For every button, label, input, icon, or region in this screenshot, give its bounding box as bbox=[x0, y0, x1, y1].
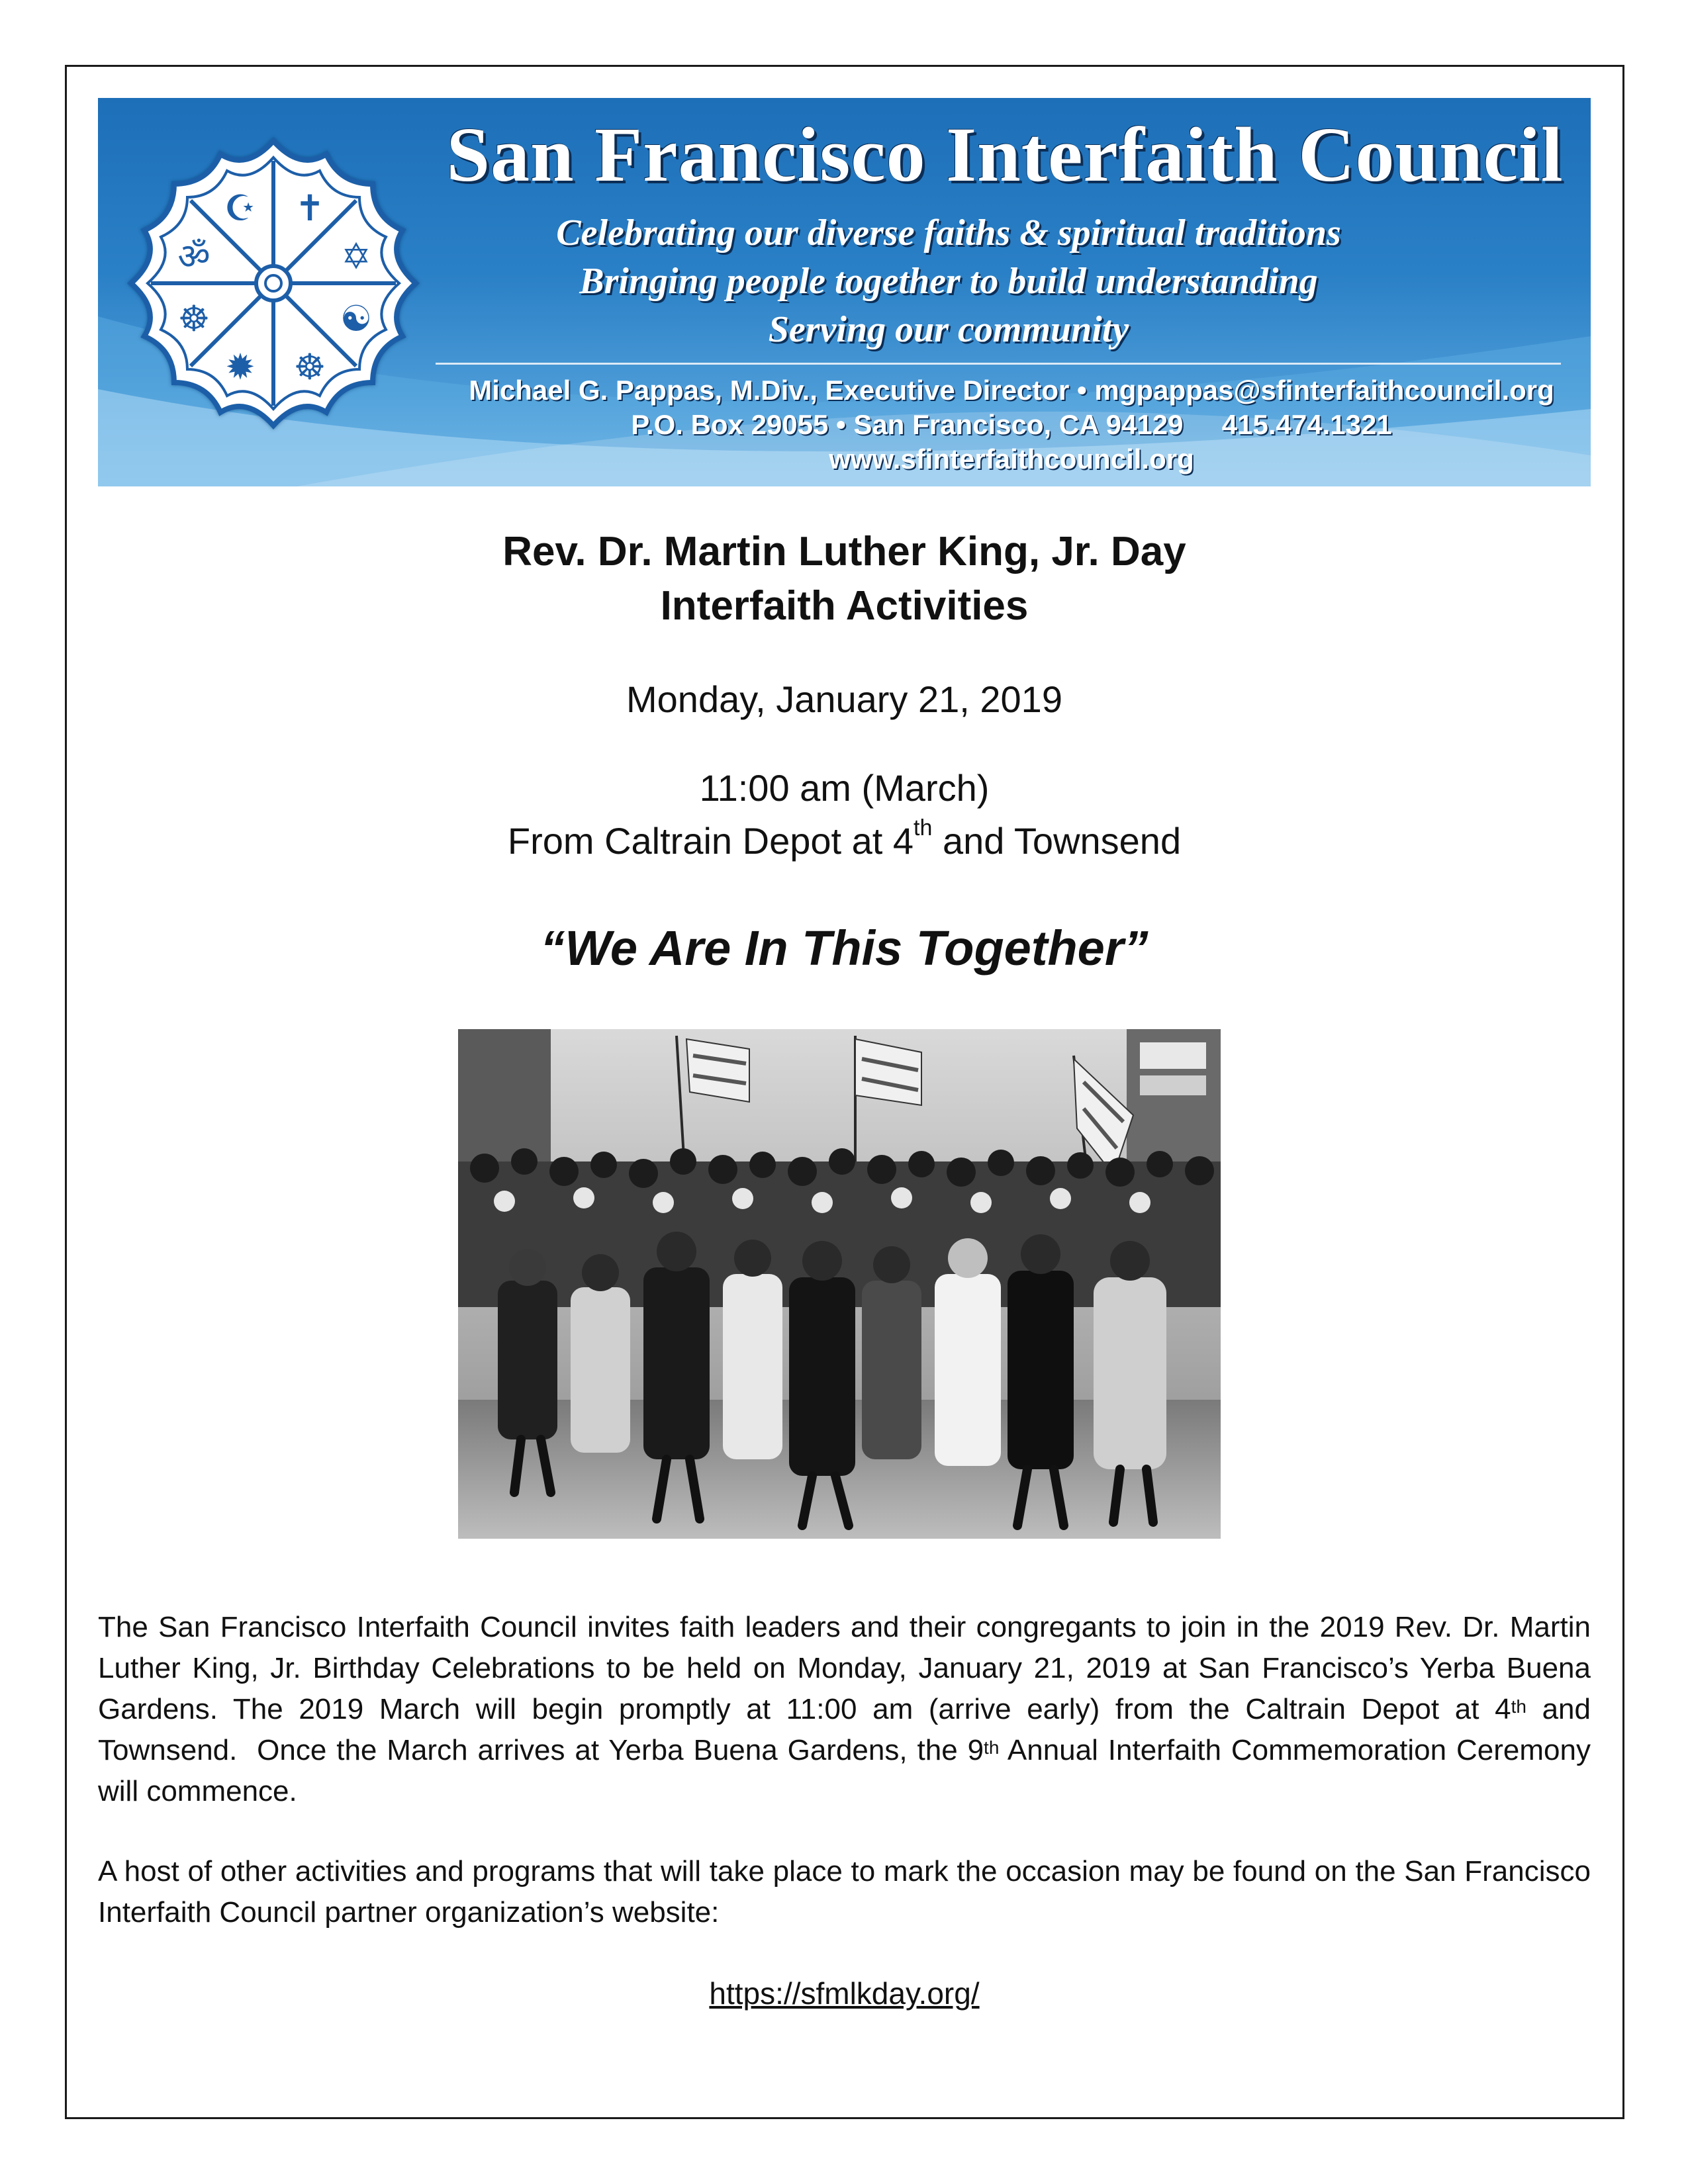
event-slogan: “We Are In This Together” bbox=[540, 921, 1149, 976]
banner-title: San Francisco Interfaith Council bbox=[446, 111, 1564, 198]
event-location-suffix: and Townsend bbox=[932, 820, 1182, 862]
event-location bbox=[98, 815, 1591, 862]
banner-tagline-2: Bringing people together to build understanding bbox=[579, 261, 1318, 302]
banner-tagline-3: Serving our community bbox=[768, 309, 1129, 350]
march-photo bbox=[458, 1029, 1221, 1539]
event-location-prefix: From Caltrain Depot at 4 bbox=[507, 820, 914, 862]
event-date: Monday, January 21, 2019 bbox=[626, 678, 1062, 720]
ships-wheel-icon: ☸ bbox=[293, 346, 326, 388]
crescent-icon: ☪ bbox=[224, 187, 257, 229]
invitation-text-3: Annual Interfaith Commemoration Ceremony will commence. bbox=[98, 1734, 1591, 1807]
activities-paragraph: A host of other activities and programs that will take place to mark the occasion may be found on the San Francisco Interfaith Council partner organization’s website: bbox=[98, 1855, 1591, 1929]
invitation-paragraph bbox=[98, 1607, 1599, 1812]
yin-yang-icon: ☯ bbox=[340, 298, 373, 340]
bahai-star-icon: ✹ bbox=[225, 346, 256, 388]
event-title-line-1: Rev. Dr. Martin Luther King, Jr. Day bbox=[502, 529, 1186, 574]
invitation-text-1: The San Francisco Interfaith Council invites faith leaders and their congregants to join in the 2019 Rev. Dr. Martin Luther King, Jr. Birthday Celebrations to be held on Monday, January 21, 2019 at San Francisco’s Yerba Buena Gardens. The 2019 March will begin promptly at 11:00 am (arrive early) from the Caltrain Depot at 4 bbox=[98, 1611, 1591, 1725]
om-icon: ॐ bbox=[177, 236, 211, 277]
invitation-text-2: and Townsend. Once the March arrives at Yerba Buena Gardens, the 9 bbox=[98, 1693, 1599, 1766]
ordinal-suffix: th bbox=[1511, 1696, 1526, 1717]
cross-icon: ✝ bbox=[295, 187, 325, 229]
ordinal-suffix: th bbox=[914, 815, 933, 841]
banner-website[interactable]: www.sfinterfaithcouncil.org bbox=[829, 443, 1194, 475]
banner-address: P.O. Box 29055 • San Francisco, CA 94129 415.474.1321 bbox=[631, 409, 1392, 440]
banner-director-contact: Michael G. Pappas, M.Div., Executive Director • mgpappas@sfinterfaithcouncil.org bbox=[469, 375, 1554, 406]
march-photo-image bbox=[458, 1029, 1221, 1539]
header-banner bbox=[98, 98, 1591, 486]
interfaith-logo bbox=[118, 118, 429, 449]
star-of-david-icon: ✡ bbox=[341, 236, 371, 277]
banner-tagline-1: Celebrating our diverse faiths & spiritual traditions bbox=[556, 212, 1341, 253]
dharma-wheel-icon: ☸ bbox=[177, 298, 211, 340]
ordinal-suffix: th bbox=[984, 1737, 1000, 1758]
banner-divider bbox=[436, 363, 1561, 365]
mlk-day-website-link[interactable]: https://sfmlkday.org/ bbox=[709, 1976, 980, 2011]
event-time: 11:00 am (March) bbox=[699, 767, 990, 809]
event-title-line-2: Interfaith Activities bbox=[660, 583, 1029, 629]
